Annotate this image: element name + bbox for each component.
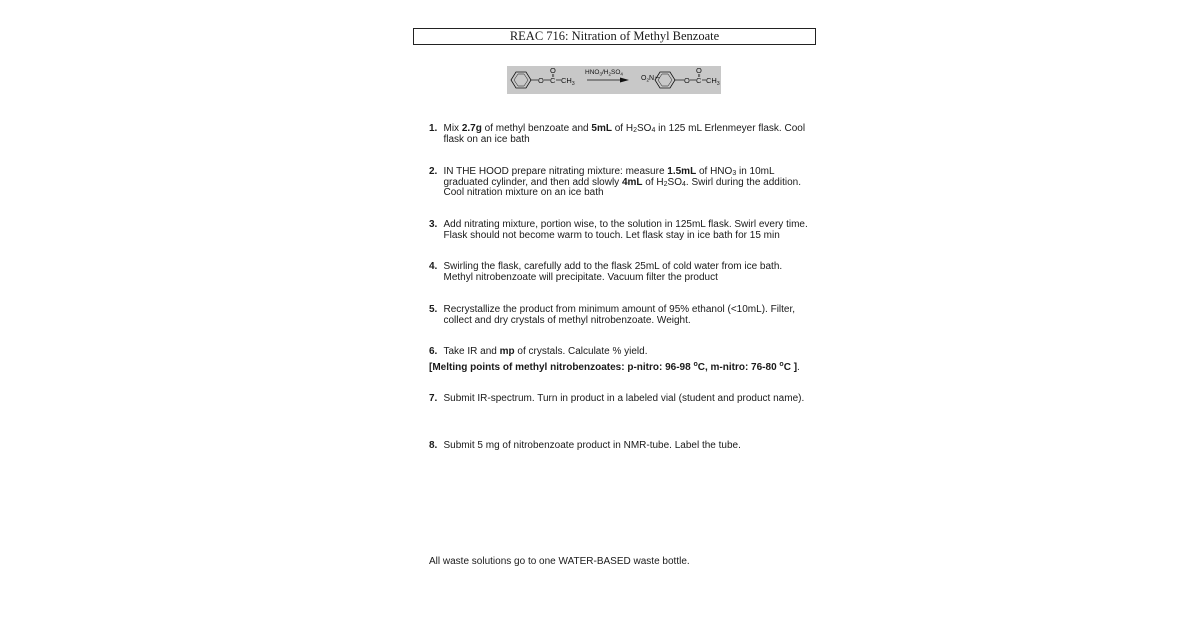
nitro-group: $O_2N$ <box>641 75 655 83</box>
step-number: 5. <box>429 304 438 315</box>
step-number: 2. <box>429 166 438 177</box>
step-text: Take IR and mp of crystals. Calculate % yield. <box>443 346 648 357</box>
step-text: Submit 5 mg of nitrobenzoate product in NMR-tube. Label the tube. <box>443 440 741 451</box>
step-number: 3. <box>429 219 438 230</box>
step-text: Mix 2.7g of methyl benzoate and 5mL of $H_2SO_4$ in 125 mL Erlenmeyer flask. Cool flask on an ice bath <box>443 123 806 145</box>
reaction-scheme-svg <box>507 66 721 94</box>
benzene-inner-ring <box>658 74 672 86</box>
step-6 <box>429 347 814 358</box>
step-8 <box>429 441 814 452</box>
step-3 <box>429 220 814 241</box>
step-number: 8. <box>429 440 438 451</box>
step-5 <box>429 305 814 326</box>
step-number: 6. <box>429 346 438 357</box>
step-4 <box>429 262 814 283</box>
step-1 <box>429 124 814 145</box>
step-text: IN THE HOOD prepare nitrating mixture: measure 1.5mL of $HNO_3$ in 10mL graduated cylinder, and then add slowly 4mL of $H_2SO_4$. Swirl during the addition. Cool nitration mixture on an ice bath <box>443 166 801 199</box>
waste-disposal-note: All waste solutions go to one WATER-BASED waste bottle. <box>429 556 690 567</box>
ester-oxygen: O <box>684 76 690 85</box>
reaction-scheme <box>507 66 721 94</box>
carbonyl-oxygen: O <box>696 66 702 75</box>
step-text: Add nitrating mixture, portion wise, to the solution in 125mL flask. Swirl every time. Flask should not become warm to touch. Let flask stay in ice bath for 15 min <box>443 219 808 241</box>
carbonyl-oxygen: O <box>550 66 556 75</box>
reagent-label: $HNO_3/H_2SO_4$ <box>585 69 623 77</box>
step-7 <box>429 394 814 405</box>
ester-oxygen: O <box>538 76 544 85</box>
page-title: REAC 716: Nitration of Methyl Benzoate <box>413 28 816 45</box>
step-text: Recrystallize the product from minimum amount of 95% ethanol (<10mL). Filter, collect and dry crystals of methyl nitrobenzoate. Weight. <box>443 304 796 326</box>
step-number: 4. <box>429 261 438 272</box>
step-text: Swirling the flask, carefully add to the flask 25mL of cold water from ice bath. Methyl nitrobenzoate will precipitate. Vacuum filter the product <box>443 261 783 283</box>
methyl-group: $CH_3$ <box>561 76 575 87</box>
carbonyl-carbon: C <box>696 76 702 85</box>
step-number: 1. <box>429 123 438 134</box>
step-2 <box>429 167 814 199</box>
reaction-arrow-head <box>620 78 629 83</box>
step-text: Submit IR-spectrum. Turn in product in a labeled vial (student and product name). <box>443 393 805 404</box>
melting-points-note: [Melting points of methyl nitrobenzoates: p-nitro: 96-98 $^o$C, m-nitro: 76-80 $^o$C ]. <box>429 361 800 373</box>
carbonyl-carbon: C <box>550 76 556 85</box>
step-number: 7. <box>429 393 438 404</box>
methyl-group: $CH_3$ <box>706 76 720 87</box>
benzene-inner-ring <box>514 74 528 86</box>
